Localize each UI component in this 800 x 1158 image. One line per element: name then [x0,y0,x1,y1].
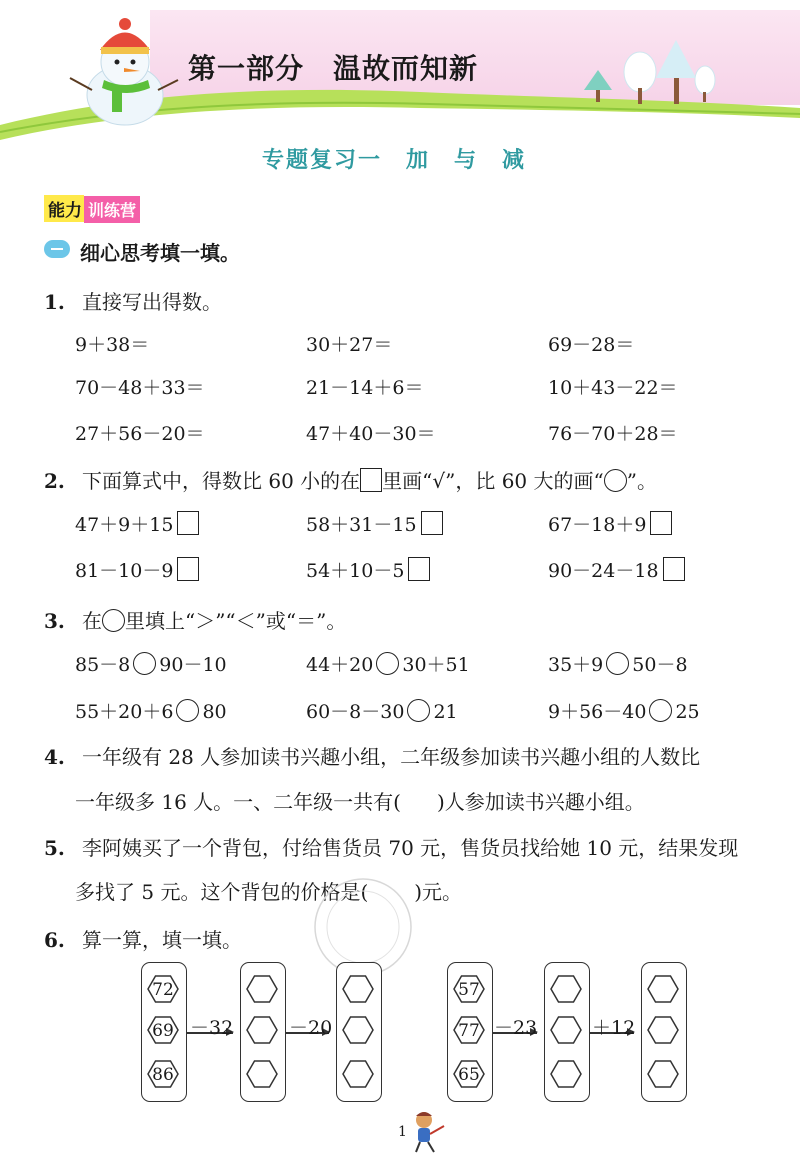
q1-expression: 76－70＋28＝ [548,423,678,445]
start-number-hexagon [148,1017,178,1043]
badge-label-right: 训练营 [84,196,140,223]
start-number-hexagon [148,1061,178,1087]
start-number-hexagon [148,976,178,1002]
answer-hexagon[interactable] [247,1061,277,1087]
start-number-hexagon [454,976,484,1002]
answer-hexagon[interactable] [247,976,277,1002]
q2-expression: 47＋9＋15 [75,514,174,536]
q1-expression: 47＋40－30＝ [306,423,436,445]
q3-right-expression: 80 [202,701,227,723]
question-line-1: 李阿姨买了一个背包，付给售货员 70 元，售货员找给她 10 元，结果发现 [81,836,739,860]
question-text: 算一算，填一填。 [81,928,242,952]
q3-left-expression: 55＋20＋6 [75,701,174,723]
answer-hexagon[interactable] [648,1017,678,1043]
question-line-2b: )人参加读书兴趣小组。 [436,790,645,814]
q1-expression: 70－48＋33＝ [75,377,205,399]
question-text-a: 下面算式中，得数比 60 小的在 [81,469,361,493]
question-number: 3. [44,609,65,633]
q3-right-expression: 25 [675,701,700,723]
q2-expression: 90－24－18 [548,560,659,582]
hexagon-number: 72 [152,980,174,1000]
question-text-a: 在 [81,609,102,633]
section-title: 细心思考填一填。 [80,241,240,265]
question-line-2b: )元。 [414,880,463,904]
mascot-icon [410,1108,450,1154]
q2-expression: 67－18＋9 [548,514,647,536]
q1-expression: 9＋38＝ [75,334,150,356]
hexagon-number: 77 [458,1021,480,1041]
answer-hexagon[interactable] [343,976,373,1002]
hexagon-number: 57 [458,980,480,1000]
q1-expression: 30＋27＝ [306,334,393,356]
q3-right-expression: 90－10 [159,654,227,676]
question-text: 直接写出得数。 [81,290,222,314]
question-line-2a: 一年级多 16 人。一、二年级一共有( [75,790,401,814]
answer-hexagon[interactable] [247,1017,277,1043]
question-number: 6. [44,928,65,952]
q3-left-expression: 85－8 [75,654,131,676]
start-number-hexagon [454,1017,484,1043]
q3-left-expression: 60－8－30 [306,701,405,723]
answer-hexagon[interactable] [551,1017,581,1043]
q3-left-expression: 35＋9 [548,654,604,676]
q1-expression: 27＋56－20＝ [75,423,205,445]
q1-expression: 69－28＝ [548,334,635,356]
q1-expression: 10＋43－22＝ [548,377,678,399]
q3-left-expression: 44＋20 [306,654,374,676]
start-number-hexagon [454,1061,484,1087]
question-number: 1. [44,290,65,314]
operation-label: －32 [190,1017,234,1039]
question-number: 4. [44,745,65,769]
q2-expression: 81－10－9 [75,560,174,582]
badge-label-left: 能力 [44,195,84,222]
question-number: 2. [44,469,65,493]
answer-hexagon[interactable] [648,1061,678,1087]
q3-right-expression: 21 [433,701,458,723]
operation-label: －23 [494,1017,538,1039]
answer-hexagon[interactable] [551,976,581,1002]
hexagon-number: 69 [152,1021,174,1041]
operation-label: －20 [289,1017,333,1039]
answer-hexagon[interactable] [551,1061,581,1087]
q2-expression: 58＋31－15 [306,514,417,536]
operation-label: ＋12 [592,1017,636,1039]
question-text-b: 里画“√”，比 60 大的画“ [382,469,604,493]
page-number: 1 [398,1124,407,1140]
q2-expression: 54＋10－5 [306,560,405,582]
question-line-1: 一年级有 28 人参加读书兴趣小组，二年级参加读书兴趣小组的人数比 [81,745,701,769]
answer-hexagon[interactable] [648,976,678,1002]
answer-hexagon[interactable] [343,1061,373,1087]
section-subtitle: 专题复习一 加 与 减 [262,148,527,173]
q3-left-expression: 9＋56－40 [548,701,647,723]
part-title: 第一部分 温故而知新 [188,52,479,85]
hexagon-number: 86 [152,1065,174,1085]
question-text-b: 里填上“＞”“＜”或“＝”。 [124,609,347,633]
question-text-c: ”。 [626,469,657,493]
question-line-2a: 多找了 5 元。这个背包的价格是( [75,880,369,904]
q1-expression: 21－14＋6＝ [306,377,424,399]
question-number: 5. [44,836,65,860]
hexagon-number: 65 [458,1065,480,1085]
q3-right-expression: 50－8 [632,654,688,676]
answer-hexagon[interactable] [343,1017,373,1043]
q3-right-expression: 30＋51 [402,654,470,676]
